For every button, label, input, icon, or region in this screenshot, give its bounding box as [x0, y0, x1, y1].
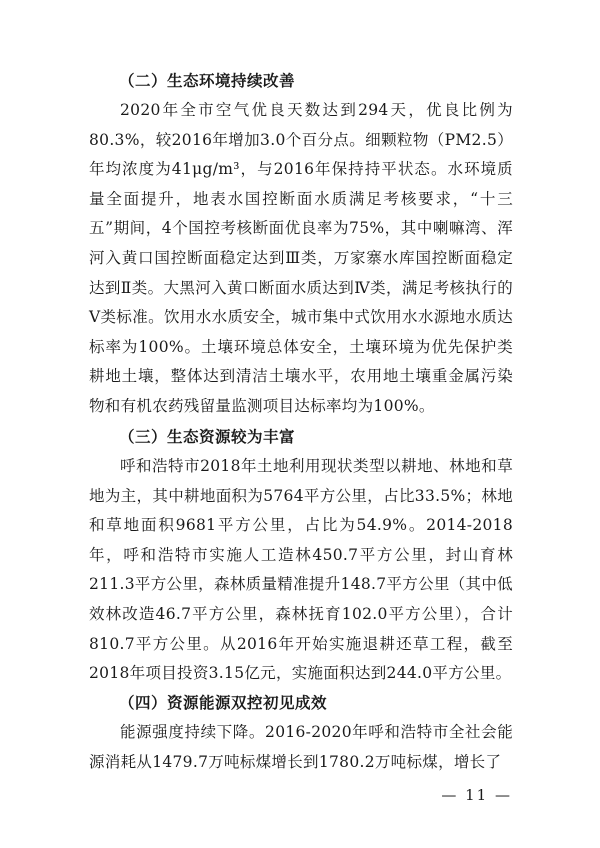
section-heading-energy: （四）资源能源双控初见成效 — [119, 694, 328, 712]
page-content — [89, 66, 513, 778]
section-paragraph-energy: 能源强度持续下降。2016-2020年呼和浩特市全社会能源消耗从1479.7万吨标煤增长到1780.2万吨标煤，增长了 — [89, 723, 513, 771]
page-number: — 11 — — [441, 786, 512, 804]
section-paragraph-resources: 呼和浩特市2018年土地利用现状类型以耕地、林地和草地为主，其中耕地面积为5764平方公里，占比33.5%；林地和草地面积9681平方公里，占比为54.9%。2014-2018年，呼和浩特市实施人工造林450.7平方公里，封山育林211.3平方公里，森林质量精准提升148.7平方公里（其中低效林改造46.7平方公里，森林抚育102.0平方公里），合计810.7平方公里。从2016年开始实施退耕还草工程，截至2018年项目投资3.15亿元，实施面积达到244.0平方公里。 — [89, 457, 513, 683]
section-heading-resources: （三）生态资源较为丰富 — [119, 428, 296, 446]
section-paragraph-environment: 2020年全市空气优良天数达到294天，优良比例为80.3%，较2016年增加3.0个百分点。细颗粒物（PM2.5）年均浓度为41μg/m³，与2016年保持持平状态。水环境质量全面提升，地表水国控断面水质满足考核要求，“十三五”期间，4个国控考核断面优良率为75%，其中喇嘛湾、浑河入黄口国控断面稳定达到Ⅲ类，万家寨水库国控断面稳定达到Ⅱ类。大黑河入黄口断面水质达到Ⅳ类，满足考核执行的Ⅴ类标准。饮用水水质安全，城市集中式饮用水水源地水质达标率为100%。土壤环境总体安全，土壤环境为优先保护类耕地土壤，整体达到清洁土壤水平，农用地土壤重金属污染物和有机农药残留量监测项目达标率均为100%。 — [89, 101, 513, 415]
section-heading-environment: （二）生态环境持续改善 — [119, 72, 296, 90]
